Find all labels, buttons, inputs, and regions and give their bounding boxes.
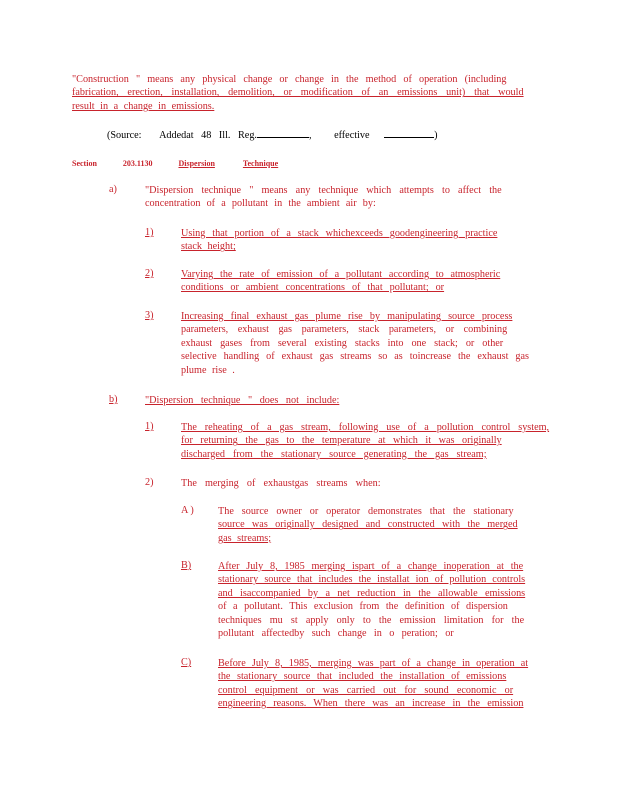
text-line: result in a change in emissions.: [72, 100, 215, 112]
item-b1-label: 1): [145, 421, 154, 432]
item-a1-text: [181, 227, 497, 254]
text-line: plume rise .: [181, 364, 235, 376]
text-line: After July 8, 1985 merging ispart of a change inoperation at the: [218, 561, 524, 572]
text-line: Increasing final exhaust gas plume rise by manipulating source process: [181, 311, 513, 322]
item-a-label: a): [109, 184, 117, 195]
item-b2a-label: A): [181, 505, 196, 516]
item-a-text: [145, 184, 502, 211]
text-line: and isaccompanied by a net reduction in the allowable emissions: [218, 587, 526, 599]
item-b-text: "Dispersion technique " does not include:: [145, 395, 340, 406]
section-heading: [72, 157, 300, 170]
text-line: concentration of a pollutant in the ambient air by:: [145, 198, 376, 210]
source-label: (Source:: [107, 130, 142, 141]
item-a3-label: 3): [145, 310, 154, 321]
text-line: exhaust gases from several existing stacks into one stack; or other: [181, 337, 504, 349]
text-line: conditions or ambient concentrations of that pollutant; or: [181, 282, 445, 294]
text-line: "Construction " means any physical change or change in the method of operation (including: [72, 74, 507, 85]
text-line: Using that portion of a stack whichexceeds goodengineering practice: [181, 228, 498, 239]
text-line: stationary source that includes the installat ion of pollution controls: [218, 574, 526, 586]
item-b2b-text: [218, 560, 525, 640]
section-word: Section: [72, 159, 97, 168]
item-a2-text: [181, 268, 500, 295]
text-line: the stationary source that included the installation of emissions: [218, 671, 507, 683]
item-b2c-text: [218, 657, 528, 711]
text-line: pollutant affectedby such change in o peration; or: [218, 628, 454, 640]
text-line: techniques mu st apply only to the emission limitation for the: [218, 614, 525, 626]
text-line: The source owner or operator demonstrates that the stationary: [218, 506, 514, 517]
item-b2b-label: B): [181, 560, 192, 571]
item-b-label: b): [109, 394, 118, 405]
text-line: for returning the gas to the temperature at which it was originally: [181, 435, 502, 447]
text-line: of a pollutant. This exclusion from the definition of dispersion: [218, 601, 508, 613]
text-line: source was originally designed and constructed with the merged: [218, 519, 518, 531]
source-note: [107, 128, 437, 142]
text-line: control equipment or was carried out for sound economic or: [218, 684, 514, 696]
register-blank: [257, 128, 309, 138]
source-text: Addedat 48 Ill. Reg.: [159, 130, 257, 141]
text-line: parameters, exhaust gas parameters, stack parameters, or combining: [181, 324, 508, 336]
text-line: Varying the rate of emission of a pollutant according to atmospheric: [181, 269, 501, 280]
text-line: gas streams;: [218, 532, 272, 544]
item-a3-text: [181, 310, 529, 377]
source-close: ): [434, 130, 438, 141]
item-b1-text: [181, 421, 549, 461]
effective-label: effective: [334, 130, 370, 141]
text-line: The reheating of a gas stream, following use of a pollution control system,: [181, 422, 550, 433]
effective-blank: [384, 128, 434, 138]
source-comma: ,: [308, 130, 312, 141]
text-line: discharged from the stationary source generating the gas stream;: [181, 448, 487, 460]
text-line: stack height;: [181, 241, 236, 253]
section-number: 203.1130: [122, 159, 153, 168]
text-line: selective handling of exhaust gas streams so as toincrease the exhaust gas: [181, 351, 529, 363]
text-line: engineering reasons. When there was an increase in the emission: [218, 698, 524, 710]
construction-definition: [72, 73, 542, 113]
item-a1-label: 1): [145, 227, 154, 238]
text-line: Before July 8, 1985, merging was part of a change in operation at: [218, 658, 529, 669]
item-b2a-text: [218, 505, 518, 545]
section-title-word: Technique: [242, 159, 279, 168]
item-a2-label: 2): [145, 268, 154, 279]
item-b2-text: The merging of exhaustgas streams when:: [181, 478, 381, 489]
section-title: [178, 159, 300, 168]
text-line: fabrication, erection, installation, demolition, or modification of an emissions unit) that would: [72, 87, 524, 99]
section-title-word: Dispersion: [178, 159, 215, 168]
item-b2-label: 2): [145, 477, 154, 488]
item-b2c-label: C): [181, 657, 192, 668]
text-line: "Dispersion technique " means any technique which attempts to affect the: [145, 185, 502, 196]
